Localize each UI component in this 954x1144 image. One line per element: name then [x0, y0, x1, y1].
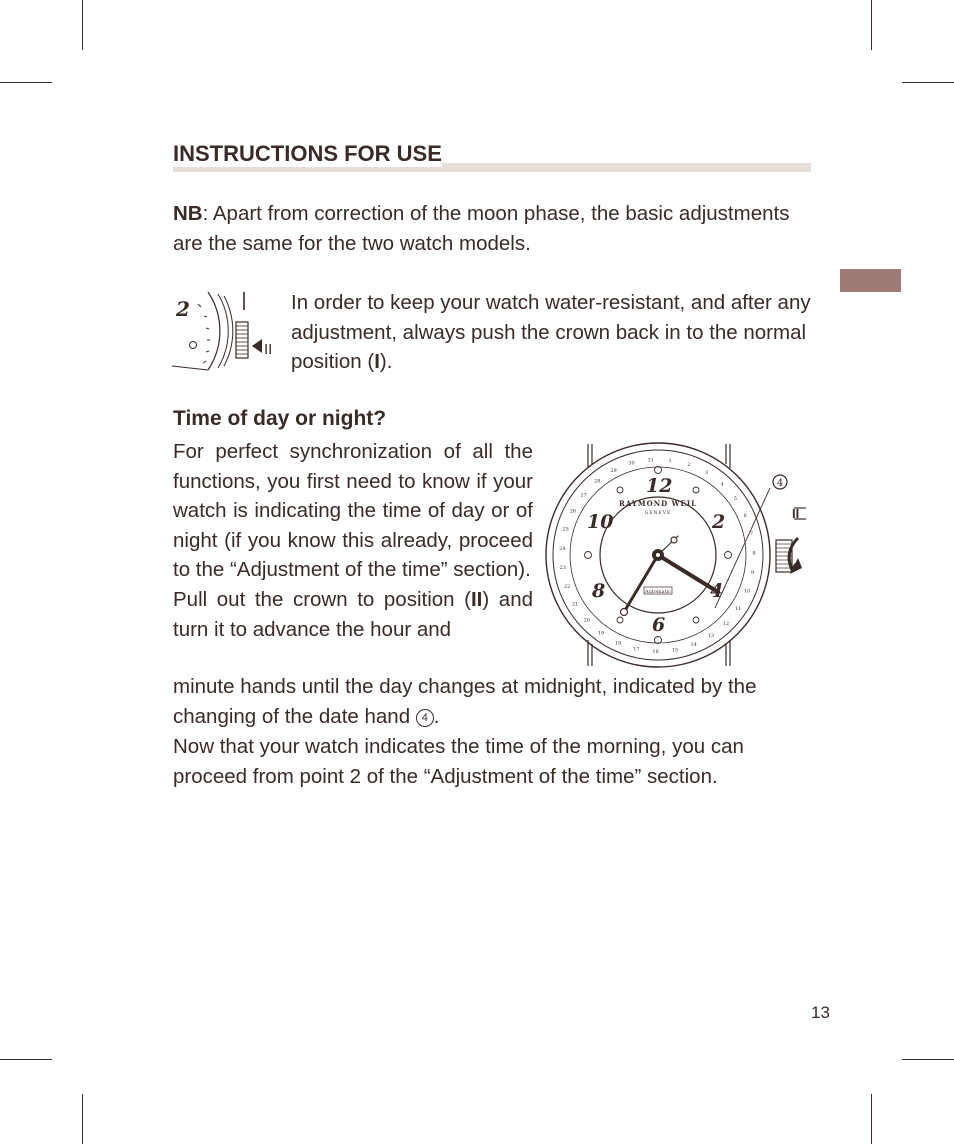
crop-mark [902, 82, 954, 83]
dial-numeral: 2 [176, 297, 190, 321]
date-tick-label: 15 [671, 647, 679, 654]
numeral-12: 12 [646, 475, 673, 497]
page-number: 13 [811, 1003, 830, 1022]
crown-position-out-label: II [264, 341, 273, 358]
date-tick-label: 9 [750, 569, 755, 576]
crown-note-text: In order to keep your watch water-resistant, and after any adjustment, always push the crown back in to the normal position ( [291, 291, 811, 374]
crop-mark [871, 1094, 872, 1144]
date-tick-label: 17 [633, 646, 640, 653]
date-tick-label: 26 [569, 508, 577, 515]
date-tick-label: 10 [744, 588, 751, 595]
date-tick-label: 8 [752, 550, 756, 557]
minute-hand [624, 555, 658, 612]
crown-position-ref: I [374, 350, 380, 374]
date-tick-label: 18 [614, 640, 622, 647]
crown-position-label: II [792, 506, 800, 521]
date-tick-label: 25 [562, 526, 569, 533]
nb-label: NB [173, 202, 203, 225]
hour-hand [658, 555, 718, 592]
crop-mark [0, 82, 52, 83]
crop-mark [82, 1094, 83, 1144]
section-heading: Time of day or night? [173, 407, 387, 430]
date-tick-label: 23 [559, 565, 566, 572]
crown-position-figure [168, 288, 280, 376]
date-tick-label: 14 [690, 642, 697, 649]
crop-mark [871, 0, 872, 50]
crown-position-ref: II [470, 587, 483, 611]
section-paragraph-3: Now that your watch indicates the time of the morning, you can proceed from point 2 of the “Adjustment of the time” section. [173, 735, 744, 788]
date-tick-label: 30 [628, 460, 635, 467]
date-tick-label: 13 [707, 633, 715, 640]
brand-city: GENEVE [644, 511, 672, 516]
date-tick-label: 29 [610, 467, 617, 474]
paragraph-2-text: Pull out the crown to position ( [173, 587, 471, 611]
date-tick-label: 5 [733, 496, 737, 503]
section-paragraph-2: minute hands until the day changes at midnight, indicated by the changing of the date hand 4 . [173, 675, 757, 728]
callout-4: 4 [776, 478, 784, 489]
date-tick-label: 6 [743, 512, 747, 519]
date-tick-label: 16 [652, 649, 659, 655]
date-tick-label: 22 [564, 584, 571, 591]
numeral-4: 4 [710, 580, 724, 602]
page-title: INSTRUCTIONS FOR USE [173, 141, 442, 166]
crown-note-end: ). [379, 350, 393, 374]
arrow-left-icon [252, 339, 262, 353]
crop-mark [902, 1059, 954, 1060]
date-tick-label: 3 [705, 470, 709, 477]
section-tab [840, 269, 901, 292]
date-tick-label: 1 [668, 457, 672, 464]
date-tick-label: 2 [687, 462, 691, 469]
callout-ref: 4 [416, 709, 434, 727]
date-tick-label: 24 [559, 545, 566, 552]
date-tick-label: 21 [572, 601, 579, 608]
date-tick-label: 7 [749, 531, 754, 538]
watch-figure [540, 440, 830, 670]
numeral-10: 10 [587, 511, 614, 533]
paragraph-1-text: For perfect synchronization of all the functions, you first need to know if your watch is indicating the time of day or of night (if you know this already, proceed to the “Adjustment of the time” section). [173, 440, 533, 582]
crown-note [291, 288, 813, 377]
date-tick-label: 4 [720, 481, 724, 488]
date-tick-label: 19 [598, 630, 605, 637]
date-tick-label: 27 [580, 492, 587, 499]
date-tick-label: 20 [583, 617, 590, 624]
crop-mark [0, 1059, 52, 1060]
paragraph-2-continued: ) and turn it to advance the hour and [173, 587, 533, 641]
numeral-8: 8 [592, 580, 606, 602]
date-tick-label: 31 [647, 457, 654, 464]
numeral-6: 6 [652, 614, 666, 636]
nb-text: : Apart from correction of the moon phase, the basic adjustments are the same for the two watch models. [173, 202, 790, 255]
numeral-2: 2 [712, 511, 726, 533]
section-paragraph-1 [173, 437, 533, 644]
brand-name: RAYMOND WEIL [618, 499, 698, 508]
date-tick-label: 12 [722, 620, 730, 627]
date-tick-label: 28 [594, 478, 601, 485]
page-header [173, 141, 811, 173]
crop-mark [82, 0, 83, 50]
automatic-badge: Automatic [645, 589, 671, 595]
date-tick-label: 11 [735, 605, 742, 612]
nb-paragraph [173, 199, 813, 258]
